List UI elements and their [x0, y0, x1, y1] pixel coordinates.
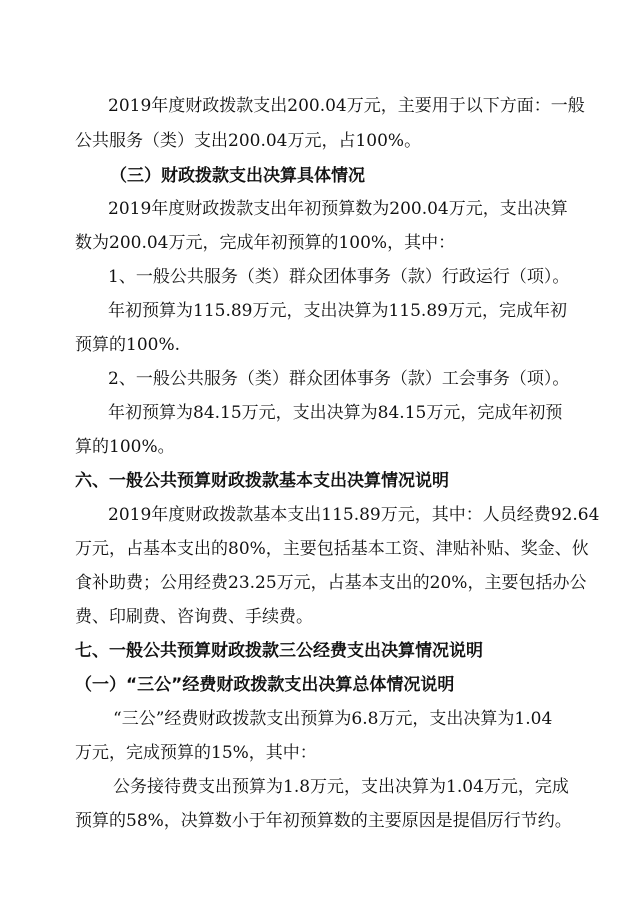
- text-line: “三公”经费财政拨款支出预算为6.8万元，支出决算为1.04: [113, 709, 553, 729]
- list-item: 1、一般公共服务（类）群众团体事务（款）行政运行（项）。: [108, 267, 570, 287]
- section-heading: 六、一般公共预算财政拨款基本支出决算情况说明: [75, 471, 449, 491]
- text-line: 数为200.04万元，完成年初预算的100%，其中：: [75, 233, 456, 253]
- text-line: 万元，完成预算的15%，其中：: [75, 743, 317, 763]
- text-line: 费、印刷费、咨询费、手续费。: [75, 607, 313, 627]
- section-heading: （三）财政拨款支出决算具体情况: [110, 166, 365, 186]
- subsection-heading: （一）“三公”经费财政拨款支出决算总体情况说明: [75, 675, 455, 695]
- text-line: 万元，占基本支出的80%，主要包括基本工资、津贴补贴、奖金、伙: [75, 539, 589, 559]
- text-line: 年初预算为84.15万元，支出决算为84.15万元，完成年初预: [108, 403, 563, 423]
- text-line: 公务接待费支出预算为1.8万元，支出决算为1.04万元，完成: [113, 777, 569, 797]
- list-item: 2、一般公共服务（类）群众团体事务（款）工会事务（项）。: [108, 369, 570, 389]
- text-line: 预算的100%.: [75, 335, 181, 355]
- text-line: 年初预算为115.89万元，支出决算为115.89万元，完成年初: [108, 301, 567, 321]
- text-line: 预算的58%，决算数小于年初预算数的主要原因是提倡厉行节约。: [75, 811, 572, 831]
- text-line: 食补助费；公用经费23.25万元，占基本支出的20%，主要包括办公: [75, 573, 587, 593]
- text-line: 公共服务（类）支出200.04万元，占100%。: [75, 131, 422, 151]
- text-line: 2019年度财政拨款支出200.04万元，主要用于以下方面：一般: [108, 96, 585, 116]
- section-heading: 七、一般公共预算财政拨款三公经费支出决算情况说明: [75, 641, 483, 661]
- text-line: 算的100%。: [75, 437, 175, 457]
- text-line: 2019年度财政拨款基本支出115.89万元，其中：人员经费92.64: [108, 505, 600, 525]
- text-line: 2019年度财政拨款支出年初预算数为200.04万元，支出决算: [108, 199, 568, 219]
